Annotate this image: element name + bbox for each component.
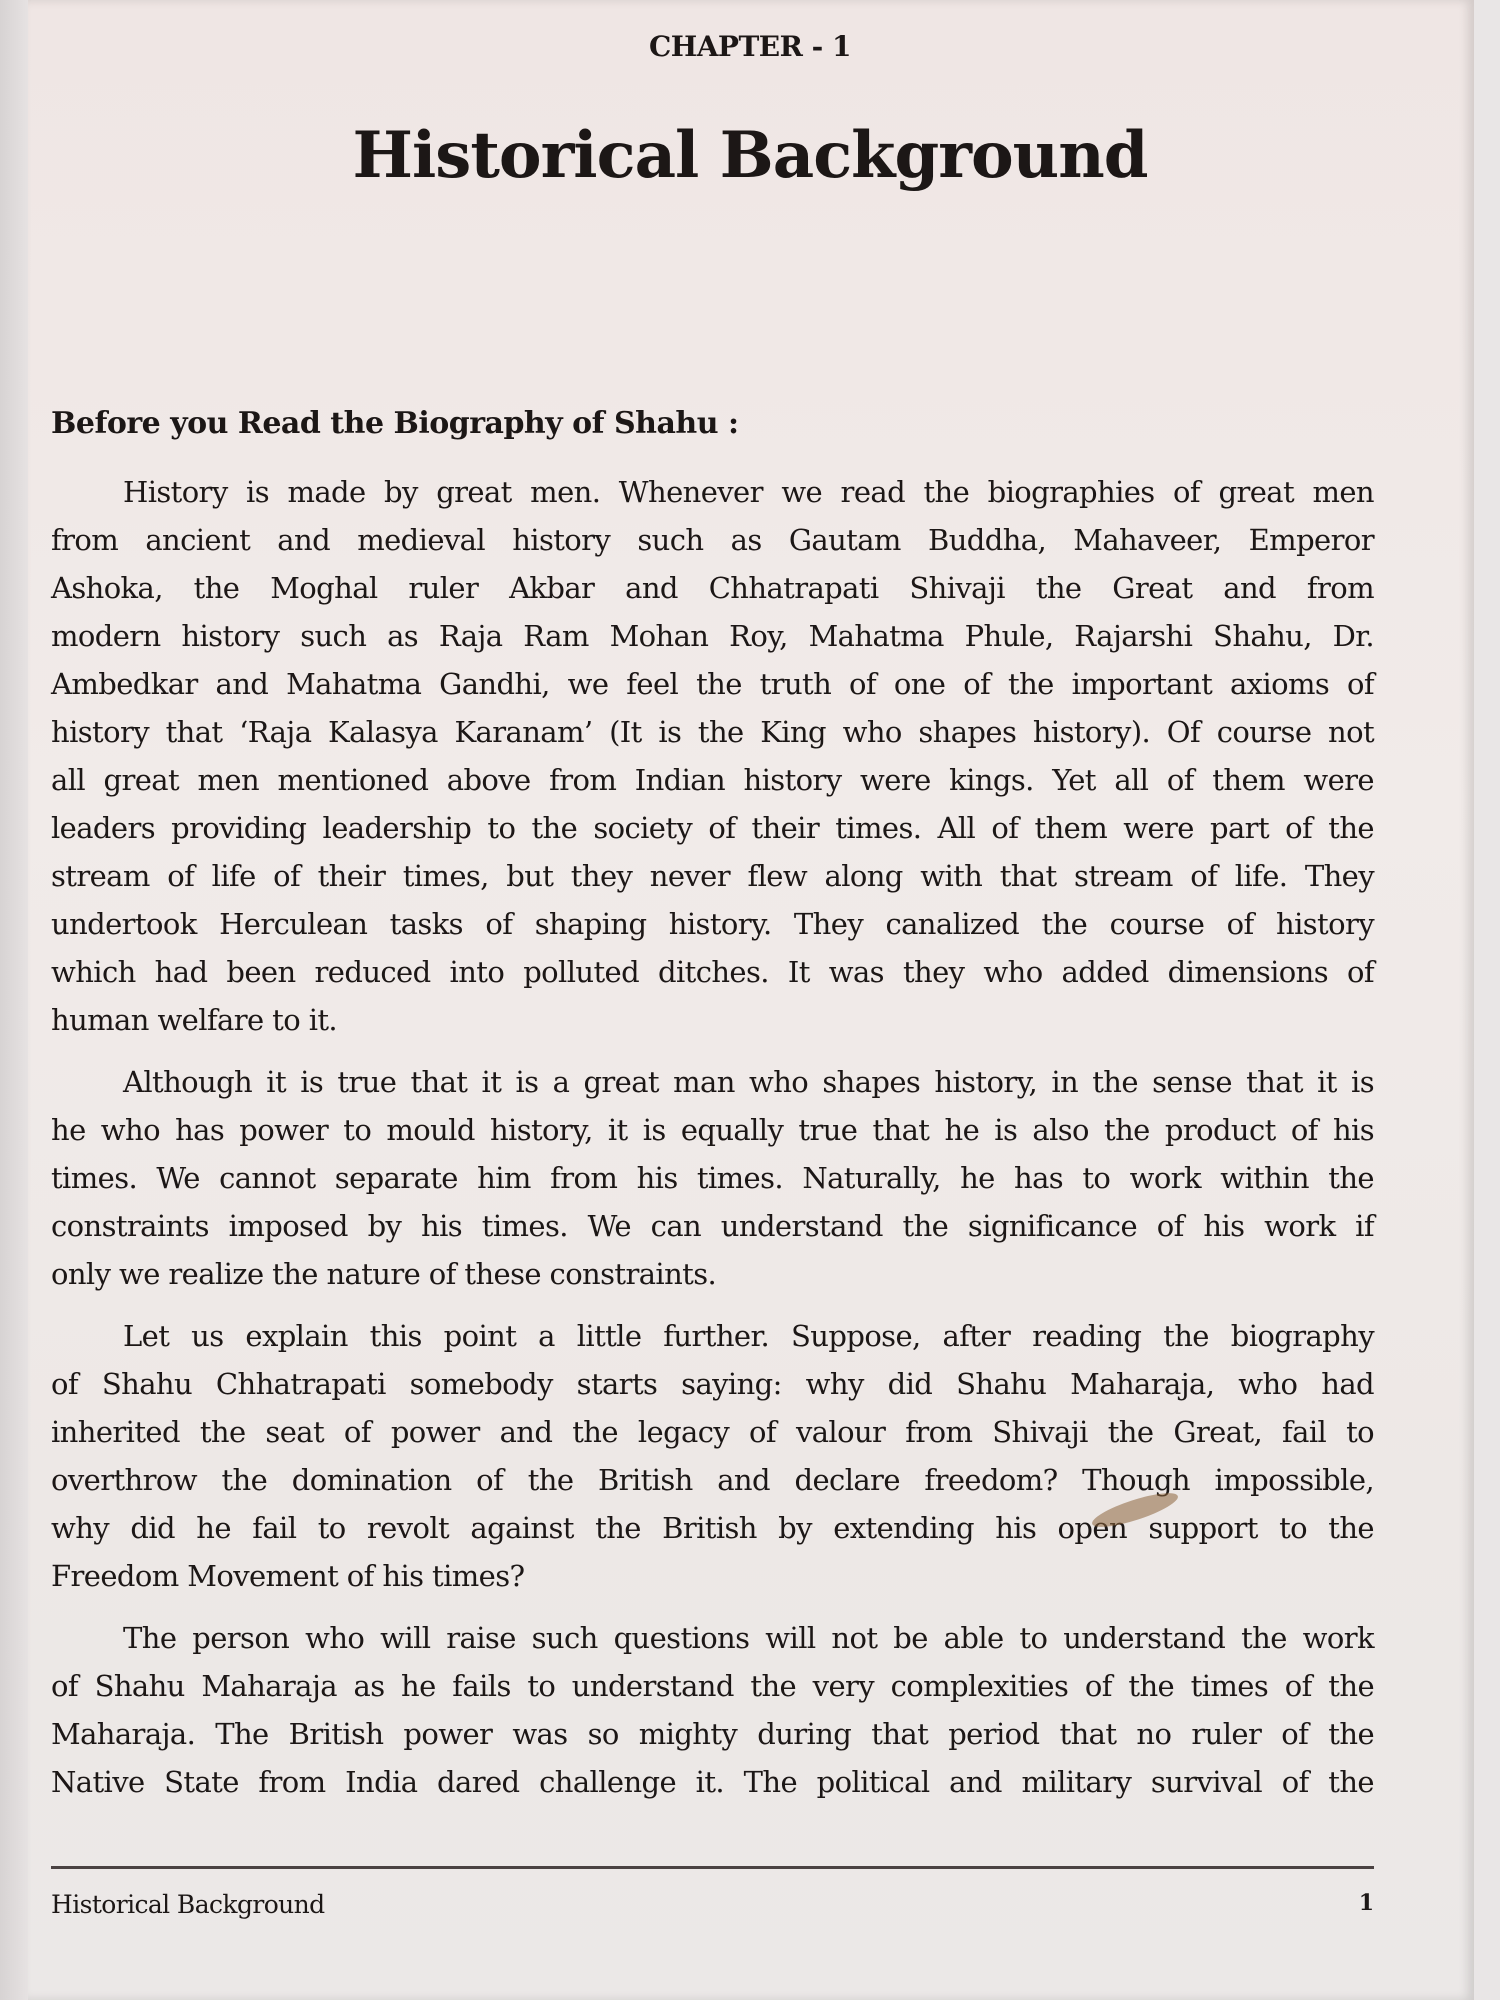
page-edge-shadow bbox=[0, 0, 28, 2000]
text-line: inherited the seat of power and the legacy of valour from Shivaji the Great, fail to bbox=[51, 1415, 1374, 1449]
chapter-title: Historical Background bbox=[352, 118, 1148, 193]
paragraph bbox=[51, 468, 1374, 1044]
text-line: leaders providing leadership to the society of their times. All of them were part of the bbox=[51, 811, 1374, 845]
page-number: 1 bbox=[1358, 1890, 1374, 1916]
text-line: only we realize the nature of these constraints. bbox=[51, 1257, 717, 1291]
running-footer-title: Historical Background bbox=[51, 1890, 325, 1919]
text-line: undertook Herculean tasks of shaping history. They canalized the course of history bbox=[51, 907, 1374, 941]
text-line: modern history such as Raja Ram Mohan Roy, Mahatma Phule, Rajarshi Shahu, Dr. bbox=[51, 619, 1374, 653]
text-line: Native State from India dared challenge it. The political and military survival of the bbox=[51, 1765, 1374, 1799]
text-line: The person who will raise such questions will not be able to understand the work bbox=[123, 1621, 1374, 1655]
paragraph bbox=[51, 1058, 1374, 1298]
text-line: he who has power to mould history, it is equally true that he is also the product of his bbox=[51, 1113, 1374, 1147]
chapter-label: CHAPTER - 1 bbox=[648, 30, 852, 63]
text-line: stream of life of their times, but they never flew along with that stream of life. They bbox=[51, 859, 1374, 893]
body-text bbox=[51, 468, 1374, 1820]
text-line: History is made by great men. Whenever we read the biographies of great men bbox=[123, 475, 1374, 509]
text-line: from ancient and medieval history such as Gautam Buddha, Mahaveer, Emperor bbox=[51, 523, 1374, 557]
text-line: history that ‘Raja Kalasya Karanam’ (It is the King who shapes history). Of course not bbox=[51, 715, 1374, 749]
text-line: of Shahu Maharaja as he fails to understand the very complexities of the times of the bbox=[51, 1669, 1374, 1703]
text-line: Freedom Movement of his times? bbox=[51, 1559, 525, 1593]
text-line: Ambedkar and Mahatma Gandhi, we feel the truth of one of the important axioms of bbox=[51, 667, 1374, 701]
paragraph bbox=[51, 1312, 1374, 1600]
section-heading: Before you Read the Biography of Shahu : bbox=[51, 406, 739, 441]
text-line: all great men mentioned above from Indian history were kings. Yet all of them were bbox=[51, 763, 1374, 797]
text-line: Let us explain this point a little further. Suppose, after reading the biography bbox=[123, 1319, 1374, 1353]
text-line: Maharaja. The British power was so mighty during that period that no ruler of the bbox=[51, 1717, 1374, 1751]
paragraph bbox=[51, 1614, 1374, 1806]
text-line: times. We cannot separate him from his times. Naturally, he has to work within the bbox=[51, 1161, 1374, 1195]
text-line: which had been reduced into polluted ditches. It was they who added dimensions of bbox=[51, 955, 1374, 989]
footer-rule bbox=[51, 1866, 1374, 1869]
text-line: human welfare to it. bbox=[51, 1003, 338, 1037]
text-line: Although it is true that it is a great man who shapes history, in the sense that it is bbox=[123, 1065, 1374, 1099]
text-line: why did he fail to revolt against the British by extending his open support to the bbox=[51, 1511, 1374, 1545]
text-line: constraints imposed by his times. We can understand the significance of his work if bbox=[51, 1209, 1374, 1243]
text-line: overthrow the domination of the British and declare freedom? Though impossible, bbox=[51, 1463, 1374, 1497]
text-line: of Shahu Chhatrapati somebody starts saying: why did Shahu Maharaja, who had bbox=[51, 1367, 1374, 1401]
text-line: Ashoka, the Moghal ruler Akbar and Chhatrapati Shivaji the Great and from bbox=[51, 571, 1374, 605]
